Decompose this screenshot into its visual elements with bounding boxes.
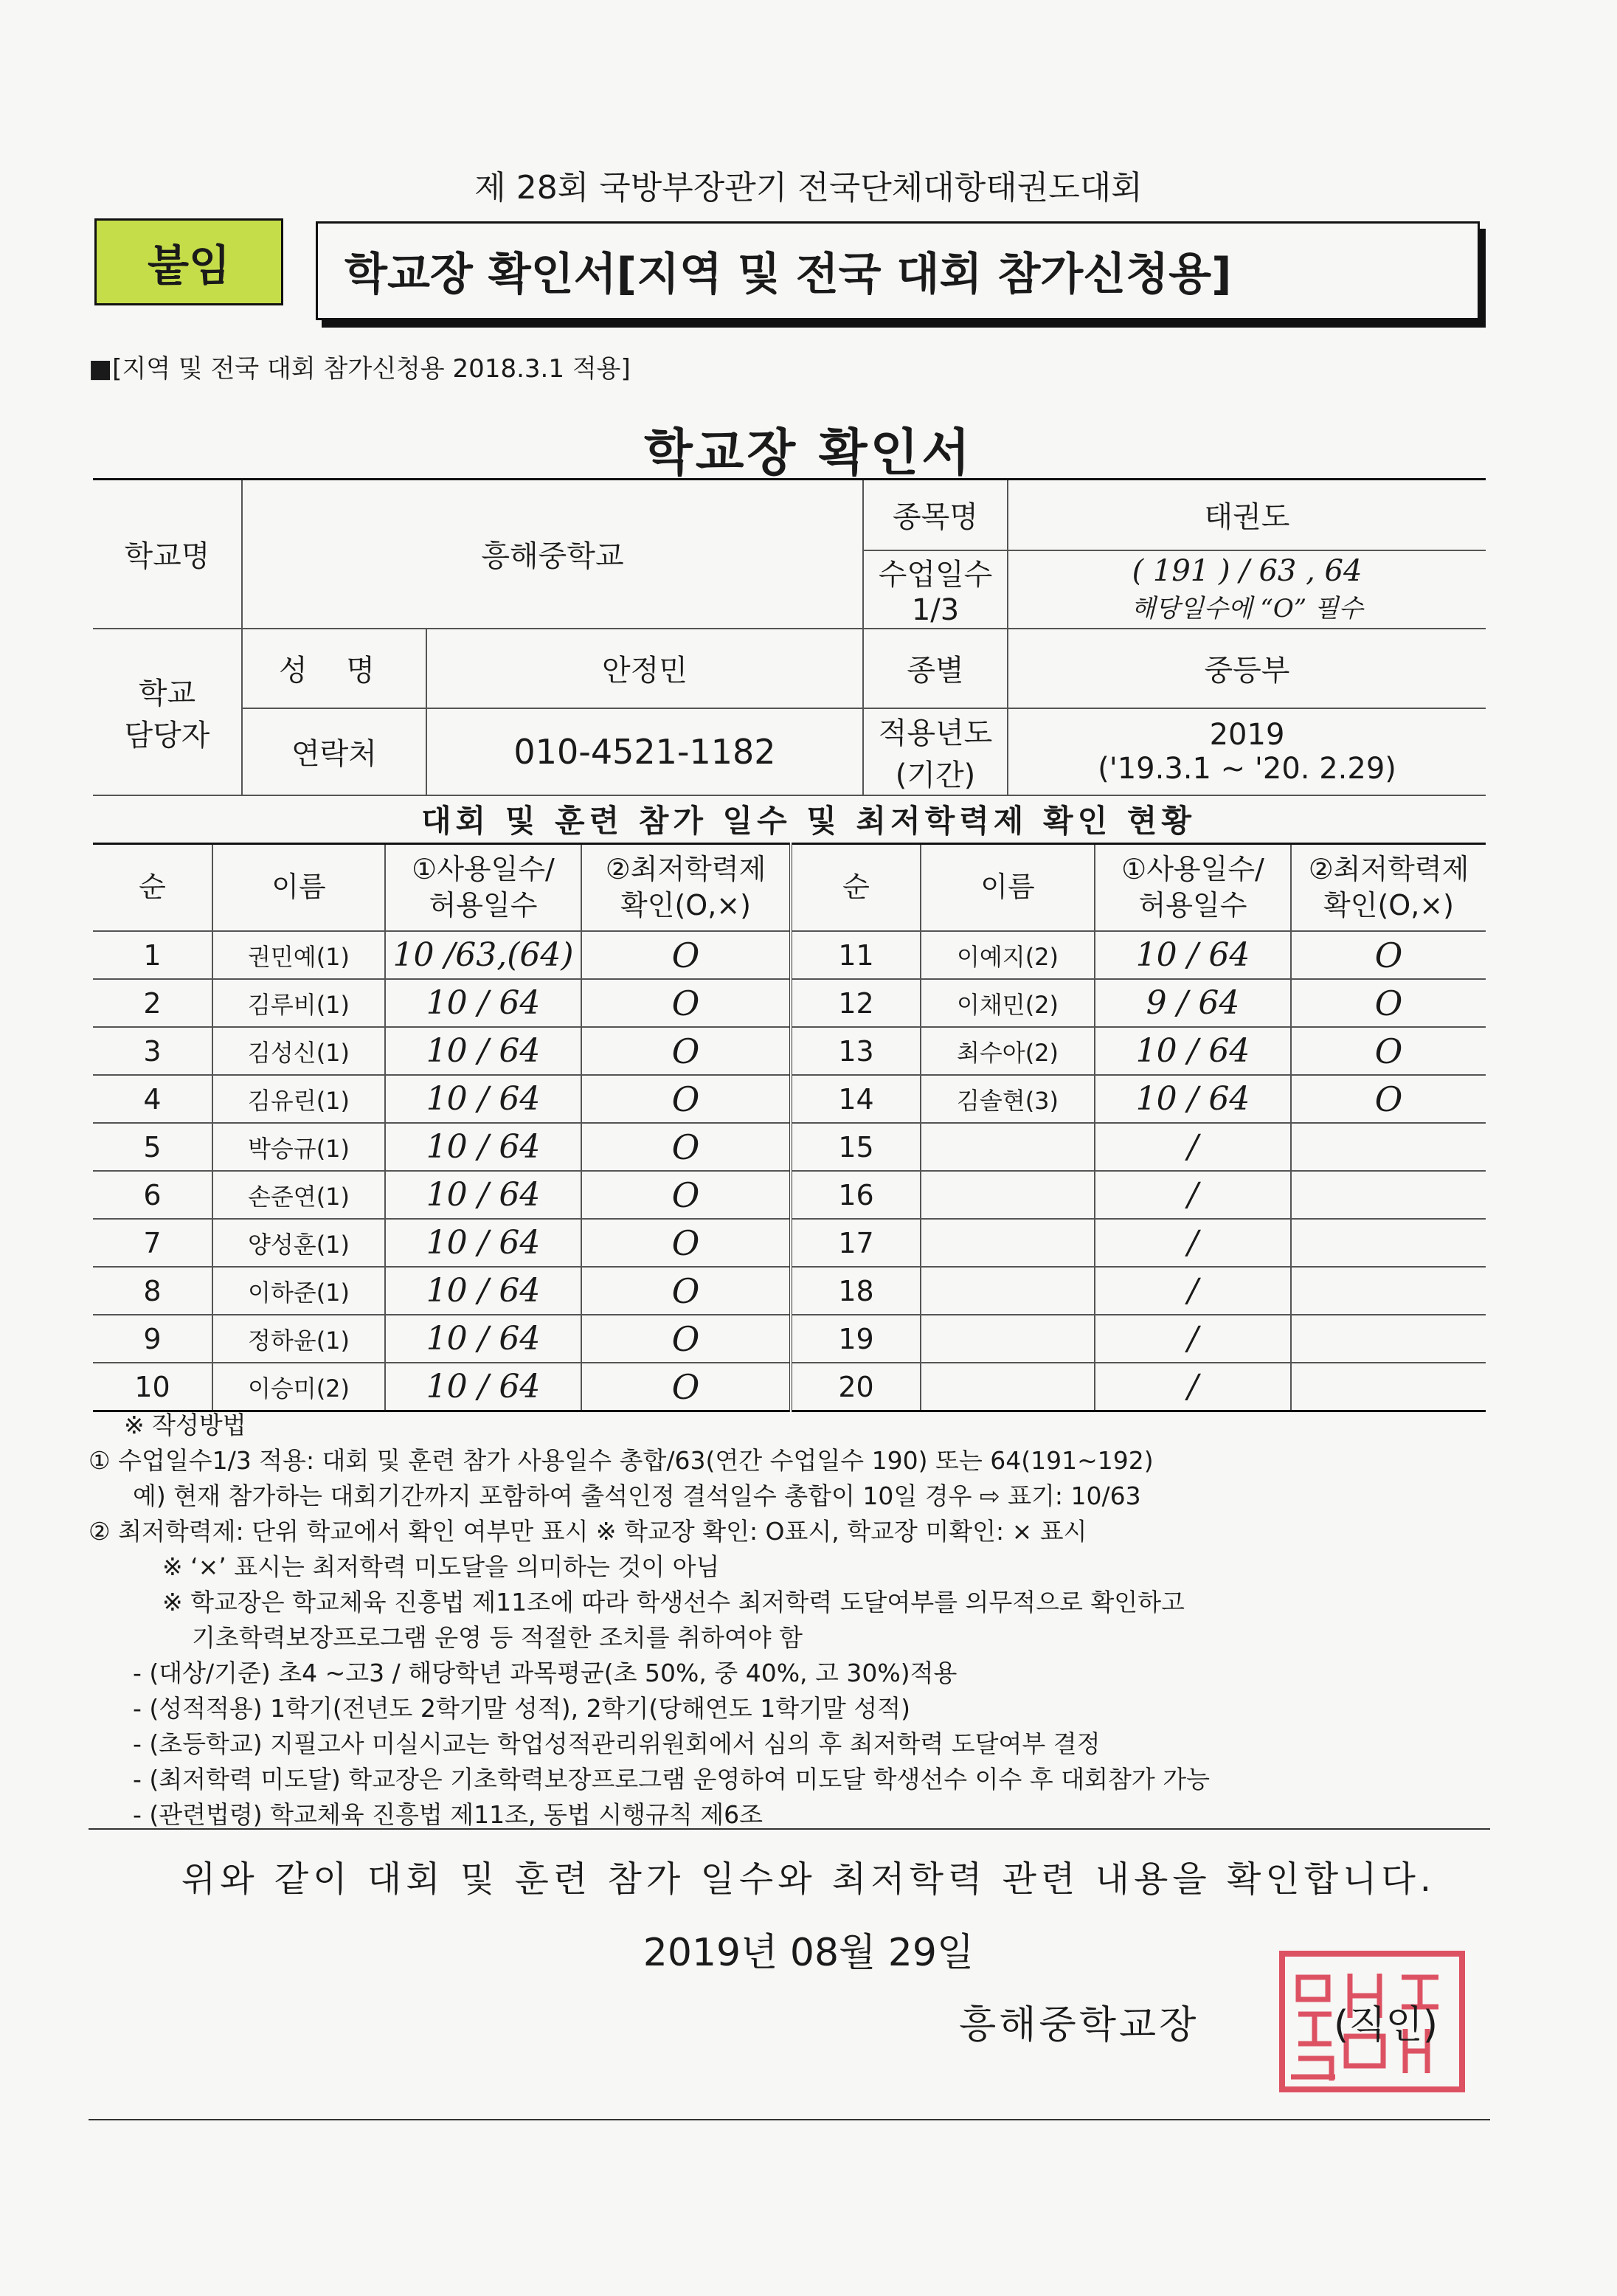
days-used: 10 / 64 (385, 979, 581, 1027)
manager-label-line1: 학교 (138, 676, 196, 710)
student-no: 15 (791, 1123, 921, 1171)
method-line-2: 예) 현재 참가하는 대회기간까지 포함하여 출석인정 결석일수 총합이 10일 경우 ⇨ 표기: 10/63 (133, 1481, 1141, 1510)
min-academic-check: O (581, 1027, 791, 1075)
manager-label (93, 629, 242, 795)
event-title: 제 28회 국방부장관기 전국단체대항태권도대회 (474, 169, 1143, 207)
student-name: 김유린(1) (212, 1075, 385, 1123)
student-no: 13 (791, 1027, 921, 1075)
student-name: 정하윤(1) (212, 1315, 385, 1363)
col-days-header-right-line1: ①사용일수/ (1121, 852, 1264, 885)
year-label (863, 708, 1008, 795)
method-line-1: ① 수업일수1/3 적용: 대회 및 훈련 참가 사용일수 총합/63(연간 수업일수 190) 또는 64(191~192) (89, 1446, 1154, 1475)
min-academic-check (1291, 1363, 1486, 1411)
col-days-header (385, 844, 581, 932)
year-label-line1: 적용년도 (878, 716, 993, 750)
class-days-handwritten: ( 191 ) / 63 , 64 (1132, 554, 1362, 588)
sport-label: 종목명 (863, 480, 1008, 550)
days-used: / (1095, 1267, 1291, 1315)
student-name: 김성신(1) (212, 1027, 385, 1075)
days-used: / (1095, 1363, 1291, 1411)
min-academic-check: O (1291, 979, 1486, 1027)
writing-method (89, 1408, 1505, 1833)
method-line-6: 기초학력보장프로그램 운영 등 적절한 조치를 취하여야 함 (192, 1623, 803, 1652)
days-used: 10 /63,(64) (385, 931, 581, 979)
manager-label-line2: 담당자 (124, 718, 210, 753)
days-used: 10 / 64 (1095, 1027, 1291, 1075)
days-used: 10 / 64 (385, 1315, 581, 1363)
min-academic-check: O (581, 1315, 791, 1363)
student-no: 7 (93, 1219, 212, 1267)
seal-position-label: (직인) (1334, 2003, 1438, 2047)
main-title: 학교장 확인서 (644, 424, 973, 483)
student-name: 손준연(1) (212, 1171, 385, 1219)
student-no: 4 (93, 1075, 212, 1123)
student-no: 18 (791, 1267, 921, 1315)
min-academic-check: O (1291, 1027, 1486, 1075)
min-academic-check: O (581, 1267, 791, 1315)
min-academic-check: O (581, 1219, 791, 1267)
min-academic-check (1291, 1315, 1486, 1363)
days-used: 10 / 64 (385, 1267, 581, 1315)
min-academic-check (1291, 1267, 1486, 1315)
table-row (93, 931, 1486, 979)
table-row (93, 1219, 1486, 1267)
year-value-line1: 2019 (1209, 717, 1285, 752)
student-no: 1 (93, 931, 212, 979)
days-used: / (1095, 1171, 1291, 1219)
attachment-badge: 붙임 (94, 218, 283, 305)
year-label-line2: (기간) (895, 758, 976, 792)
student-name: 권민예(1) (212, 931, 385, 979)
name-value: 안정민 (426, 629, 863, 708)
min-academic-check: O (581, 1123, 791, 1171)
student-no: 6 (93, 1171, 212, 1219)
confirmation-date: 2019년 08월 29일 (643, 1931, 974, 1975)
contact-value: 010-4521-1182 (426, 708, 863, 795)
student-no: 5 (93, 1123, 212, 1171)
table-row (93, 1363, 1486, 1411)
divider (89, 1828, 1490, 1830)
application-note: ■[지역 및 전국 대회 참가신청용 2018.3.1 적용] (89, 354, 631, 384)
method-line-3: ② 최저학력제: 단위 학교에서 확인 여부만 표시 ※ 학교장 확인: O표시, 학교장 미확인: × 표시 (89, 1517, 1087, 1546)
days-used: / (1095, 1219, 1291, 1267)
col-days-header-right (1095, 844, 1291, 932)
min-academic-check (1291, 1219, 1486, 1267)
min-academic-check: O (1291, 931, 1486, 979)
col-days-header-line1: ①사용일수/ (412, 852, 555, 885)
min-academic-check: O (581, 1363, 791, 1411)
days-used: 10 / 64 (385, 1363, 581, 1411)
min-academic-check (1291, 1123, 1486, 1171)
min-academic-check: O (581, 979, 791, 1027)
method-line-4: ※ ‘×’ 표시는 최저학력 미도달을 의미하는 것이 아님 (162, 1552, 720, 1581)
table-header-row (93, 844, 1486, 932)
student-no: 8 (93, 1267, 212, 1315)
min-academic-check (1291, 1171, 1486, 1219)
class-days-label-line2: 1/3 (911, 593, 960, 627)
min-academic-check: O (1291, 1075, 1486, 1123)
method-line-7: - (대상/기준) 초4 ~고3 / 해당학년 과목평균(초 50%, 중 40%, 고 30%)적용 (133, 1659, 958, 1687)
col-check-header-right (1291, 844, 1486, 932)
days-used: 10 / 64 (385, 1219, 581, 1267)
bottom-divider (89, 2119, 1490, 2120)
method-title: ※ 작성방법 (124, 1411, 246, 1439)
col-check-header-line1: ②최저학력제 (605, 852, 766, 885)
student-no: 10 (93, 1363, 212, 1411)
col-name-header-right: 이름 (921, 844, 1095, 932)
student-name (921, 1267, 1095, 1315)
student-no: 12 (791, 979, 921, 1027)
student-name (921, 1363, 1095, 1411)
year-value (1008, 708, 1486, 795)
days-used: 10 / 64 (385, 1075, 581, 1123)
days-used: / (1095, 1315, 1291, 1363)
student-name: 이승미(2) (212, 1363, 385, 1411)
category-label: 종별 (863, 629, 1008, 708)
participation-heading: 대회 및 훈련 참가 일수 및 최저학력제 확인 현황 (421, 803, 1196, 839)
confirmation-sentence: 위와 같이 대회 및 훈련 참가 일수와 최저학력 관련 내용을 확인합니다. (181, 1858, 1436, 1900)
student-no: 19 (791, 1315, 921, 1363)
table-row (93, 979, 1486, 1027)
col-no-header: 순 (93, 844, 212, 932)
student-name: 박승규(1) (212, 1123, 385, 1171)
participation-table (93, 843, 1486, 1412)
method-line-10: - (최저학력 미도달) 학교장은 기초학력보장프로그램 운영하여 미도달 학생선수 이수 후 대회참가 가능 (133, 1765, 1211, 1794)
class-days-note: 해당일수에 “O” 필수 (1131, 594, 1363, 623)
class-days-value (1008, 550, 1486, 629)
col-name-header: 이름 (212, 844, 385, 932)
student-no: 9 (93, 1315, 212, 1363)
school-info-table (93, 478, 1486, 796)
student-name: 최수아(2) (921, 1027, 1095, 1075)
student-no: 3 (93, 1027, 212, 1075)
days-used: 9 / 64 (1095, 979, 1291, 1027)
min-academic-check: O (581, 1075, 791, 1123)
col-days-header-right-line2: 허용일수 (1138, 889, 1247, 921)
principal-name: 흥해중학교장 (959, 2003, 1199, 2047)
student-name: 양성훈(1) (212, 1219, 385, 1267)
table-row (93, 1075, 1486, 1123)
contact-label: 연락처 (242, 708, 426, 795)
min-academic-check: O (581, 931, 791, 979)
table-row (93, 1123, 1486, 1171)
student-name (921, 1219, 1095, 1267)
student-name (921, 1171, 1095, 1219)
student-name (921, 1123, 1095, 1171)
school-name-value: 흥해중학교 (242, 480, 863, 629)
table-row (93, 1267, 1486, 1315)
student-name: 이채민(2) (921, 979, 1095, 1027)
col-check-header-right-line2: 확인(O,×) (1323, 889, 1454, 921)
days-used: 10 / 64 (385, 1027, 581, 1075)
student-no: 11 (791, 931, 921, 979)
category-value: 중등부 (1008, 629, 1486, 708)
days-used: 10 / 64 (1095, 1075, 1291, 1123)
table-row (93, 1027, 1486, 1075)
document-title: 학교장 확인서[지역 및 전국 대회 참가신청용] (316, 221, 1480, 320)
student-name: 김솔현(3) (921, 1075, 1095, 1123)
method-line-11: - (관련법령) 학교체육 진흥법 제11조, 동법 시행규칙 제6조 (133, 1800, 763, 1829)
table-row (93, 1171, 1486, 1219)
min-academic-check: O (581, 1171, 791, 1219)
col-check-header-line2: 확인(O,×) (620, 889, 751, 921)
class-days-label-line1: 수업일수 (878, 558, 993, 592)
student-no: 20 (791, 1363, 921, 1411)
student-name: 이하준(1) (212, 1267, 385, 1315)
student-name: 김루비(1) (212, 979, 385, 1027)
class-days-label (863, 550, 1008, 629)
days-used: 10 / 64 (385, 1123, 581, 1171)
name-label: 성 명 (242, 629, 426, 708)
days-used: 10 / 64 (1095, 931, 1291, 979)
days-used: 10 / 64 (385, 1171, 581, 1219)
days-used: / (1095, 1123, 1291, 1171)
student-no: 2 (93, 979, 212, 1027)
col-no-header-right: 순 (791, 844, 921, 932)
student-name (921, 1315, 1095, 1363)
col-check-header-right-line1: ②최저학력제 (1308, 852, 1469, 885)
method-line-5: ※ 학교장은 학교체육 진흥법 제11조에 따라 학생선수 최저학력 도달여부를 의무적으로 확인하고 (162, 1588, 1185, 1616)
school-name-label: 학교명 (93, 480, 242, 629)
year-period: ('19.3.1 ~ '20. 2.29) (1098, 751, 1396, 786)
method-line-8: - (성적적용) 1학기(전년도 2학기말 성적), 2학기(당해연도 1학기말 성적) (133, 1694, 911, 1723)
col-days-header-line2: 허용일수 (429, 889, 538, 921)
student-no: 16 (791, 1171, 921, 1219)
student-no: 17 (791, 1219, 921, 1267)
student-no: 14 (791, 1075, 921, 1123)
method-line-9: - (초등학교) 지필고사 미실시교는 학업성적관리위원회에서 심의 후 최저학력 도달여부 결정 (133, 1729, 1101, 1758)
student-name: 이예지(2) (921, 931, 1095, 979)
col-check-header (581, 844, 791, 932)
sport-value: 태권도 (1008, 480, 1486, 550)
table-row (93, 1315, 1486, 1363)
